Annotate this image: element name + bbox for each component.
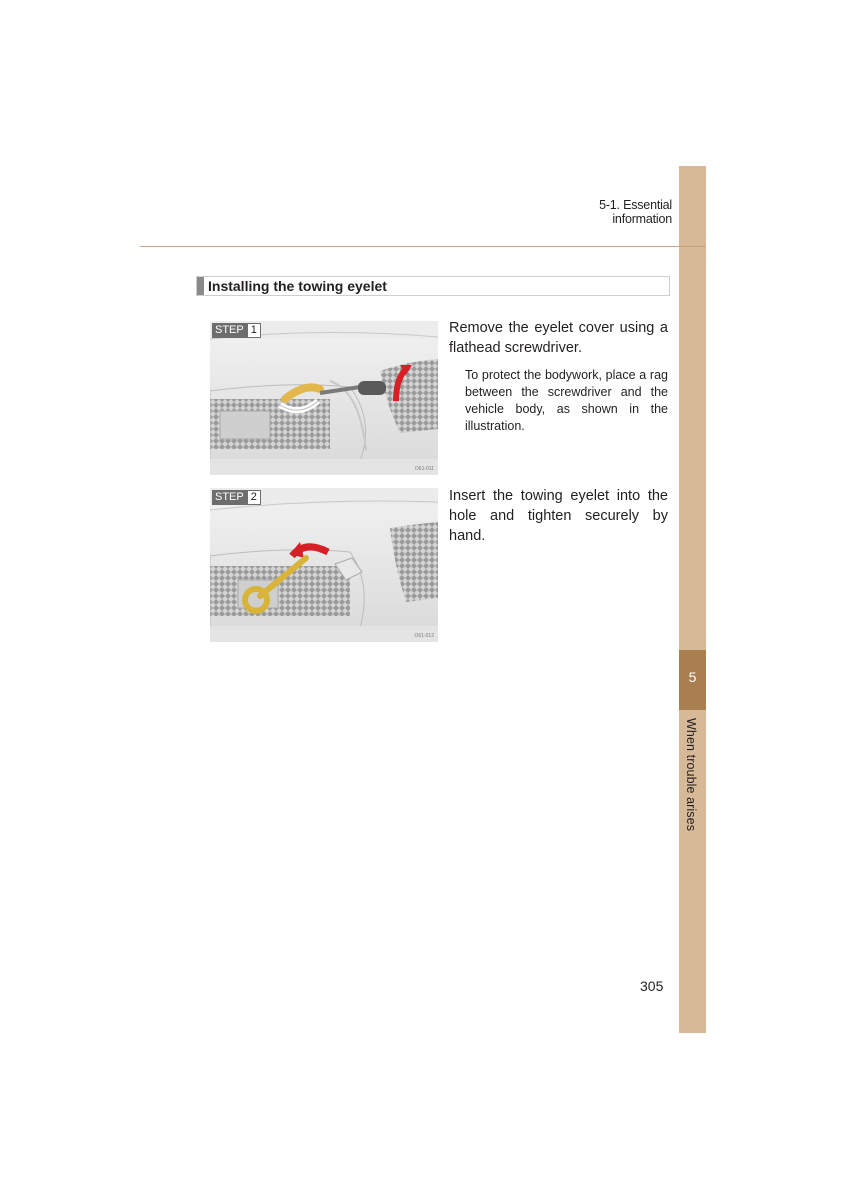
step1-note: To protect the bodywork, place a rag between the screwdriver and the vehicle body, as shown in the illustration. [465,368,668,433]
step1-instruction: Remove the eyelet cover using a flathead screwdriver. [449,320,668,356]
section-title: Installing the towing eyelet [208,278,387,294]
chapter-title: When trouble arises [684,718,698,832]
figure-code: O61-012 [414,633,434,639]
figure-code: O61-011 [414,466,434,472]
side-tab [679,166,706,1033]
section-title-bar [196,276,670,296]
section-header: 5-1. Essential information [599,198,672,226]
title-accent [197,277,204,295]
step2-badge [212,490,261,505]
chapter-number: 5 [688,669,697,685]
page-number: 305 [640,978,664,994]
step2-illustration [210,488,438,642]
header-rule [140,246,706,247]
step-label: STEP [212,490,247,505]
step2-instruction: Insert the towing eyelet into the hole and tighten securely by hand. [449,488,668,544]
step1-illustration [210,321,438,475]
step1-badge [212,323,261,338]
step-number: 1 [247,323,261,338]
step-label: STEP [212,323,247,338]
step-number: 2 [247,490,261,505]
